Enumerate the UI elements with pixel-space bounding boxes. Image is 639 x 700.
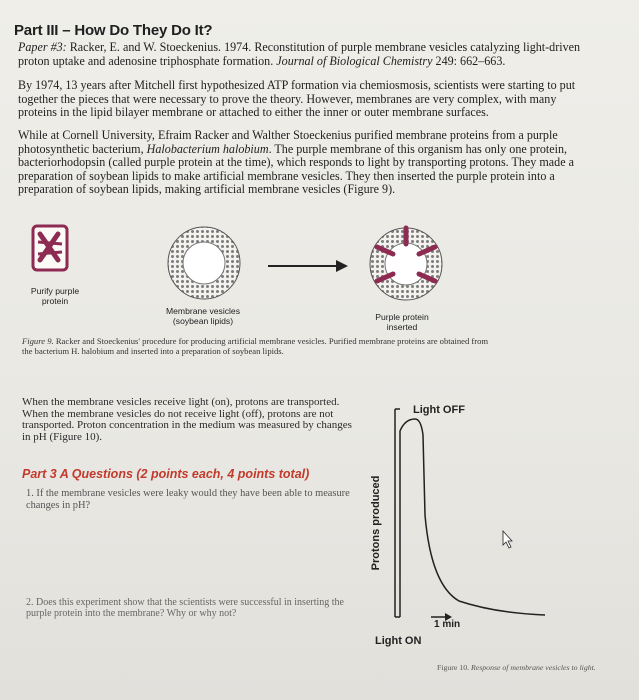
citation-journal: Journal of Biological Chemistry [276,53,433,68]
paragraph-1: By 1974, 13 years after Mitchell first hypothesized ATP formation via chemiosmosis, scientists were starting to put together the pieces that were necessary to prove the theory. However, membranes are very complex, with many proteins in the lipid bilayer membrane or attached to either the inner or outer membrane surfaces. [18,78,576,120]
label-purify: Purify purple protein [30,286,80,306]
organism-name: Halobacterium halobium [146,141,269,156]
paragraph-2-part2: . The purple membrane of this organism has only one protein, bacteriorhodopsin (called purple protein at the time), which responds to light by transporting protons. They made a preparation of soybean lipids to make artificial membrane vesicles. They then inserted the purple protein into a preparation of soybean lipids, making artificial membrane vesicles (Figure 9). [18,141,574,197]
question-1 [26,488,356,511]
figure-10-caption-text: Response of membrane vesicles to light. [471,663,596,672]
vesicle-with-protein [370,228,442,300]
question-1-number: 1. [26,488,34,499]
y-axis-label [370,476,382,571]
process-arrow [268,260,348,272]
citation-text: Racker, E. and W. Stoeckenius. 1974. Reconstitution of purple membrane vesicles catalyzing light-driven proton uptake and adenosine triphosphate formation. [18,40,581,68]
question-2 [26,597,356,620]
paragraph-2-part1: While at Cornell University, Efraim Racker and Walther Stoeckenius purified membrane proteins from a purple photosynthetic bacterium, [18,128,558,156]
figure-10-caption [437,663,596,672]
purple-protein-icon [33,226,67,270]
label-inserted: Purple protein inserted [375,312,429,332]
question-2-number: 2. [26,597,34,608]
response-curve [400,419,545,617]
mouse-cursor-icon [503,531,512,548]
question-1-text: If the membrane vesicles were leaky would they have been able to measure changes in pH? [26,488,350,511]
label-vesicles: Membrane vesicles (soybean lipids) [165,306,241,326]
figure-9-caption [22,336,492,356]
figure-10-drawing [355,395,555,650]
figure-10-graph [355,395,555,650]
section-title: Part III – How Do They Do It? [14,22,213,39]
questions-heading: Part 3 A Questions (2 points each, 4 points total) [22,467,310,481]
paragraph-2 [18,129,593,197]
ylabel-text: Protons produced [370,475,382,571]
experiment-description: When the membrane vesicles receive light (on), protons are transported. When the membrane vesicles do not receive light (off), protons are not transported. Proton concentration in the medium was measured by changes in pH (Figure 10). [22,396,352,443]
membrane-vesicle [168,227,240,299]
figure-9-caption-text: Racker and Stoeckenius' procedure for producing artificial membrane vesicles. Purified membrane proteins are obtained from the bacterium H. halobium and inserted into a preparation of soybean lipids. [22,336,489,356]
citation [18,41,593,68]
citation-volume: 249: 662–663. [435,53,506,68]
light-off-label: Light OFF [413,404,465,416]
figure-9-caption-label: Figure 9. [22,336,54,346]
light-on-label: Light ON [375,635,422,647]
figure-10-caption-label: Figure 10. [437,663,470,672]
question-2-text: Does this experiment show that the scientists were successful in inserting the purple protein into the membrane? Why or why not? [26,597,344,620]
citation-label: Paper #3: [18,40,67,54]
time-scale-label: 1 min [434,619,461,630]
